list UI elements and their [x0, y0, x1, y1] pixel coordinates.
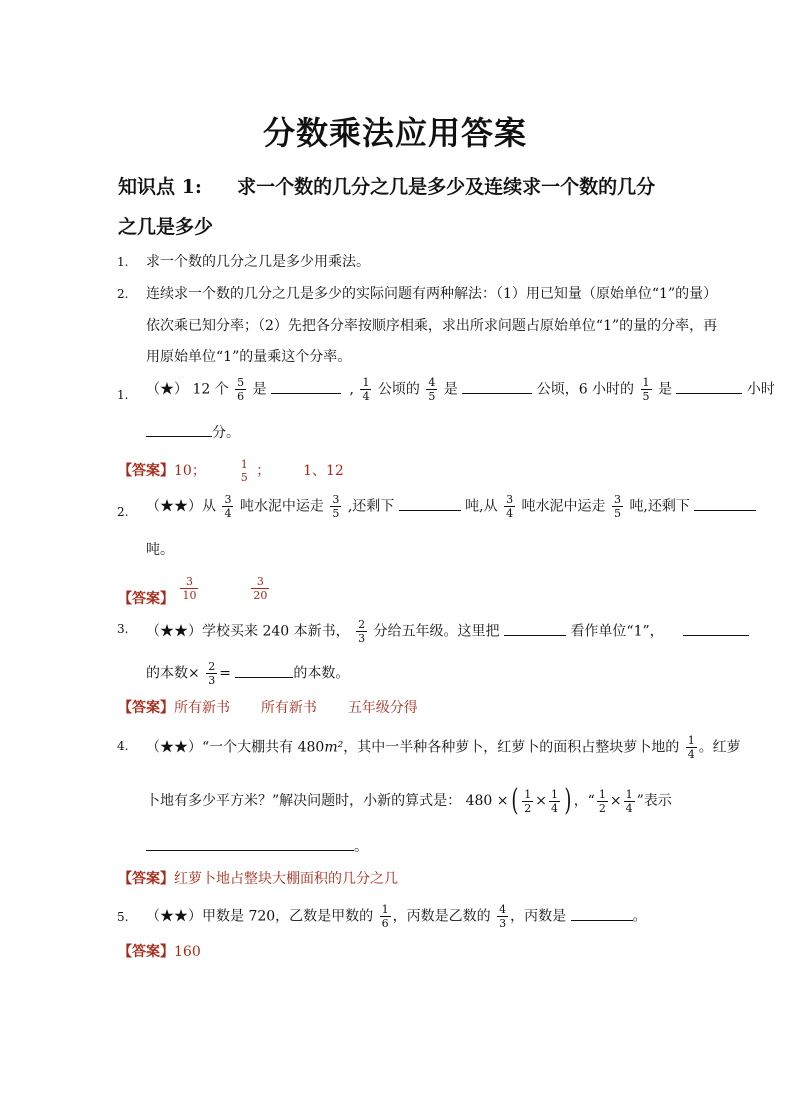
fraction: $\frac{2}{3}$: [208, 660, 216, 687]
page-title: 分数乘法应用答案: [262, 114, 527, 152]
fraction: $\frac{3}{5}$: [332, 493, 340, 520]
answer-text: 五年级分得: [347, 700, 418, 716]
fraction: $\frac{2}{3}$: [358, 618, 366, 645]
text: 吨,从: [465, 498, 498, 515]
answer-text: 所有新书: [260, 700, 317, 716]
answer-text: 10；: [174, 463, 206, 479]
difficulty-stars: （★★）: [146, 739, 202, 756]
answer-tag: 【答案】: [118, 463, 174, 479]
answer-text: 160: [174, 944, 201, 960]
text: ，其中一半种各种萝卜，红萝卜的面积占整块萝卜地的: [343, 739, 680, 756]
text: 吨,还剩下: [629, 498, 690, 515]
question-4-line3: [146, 836, 368, 857]
question-5-line1: [146, 903, 647, 930]
answer-blank[interactable]: [676, 379, 742, 394]
text: 是: [443, 381, 458, 398]
fraction: $\frac{1}{2}$: [598, 787, 606, 815]
text: 。: [632, 908, 647, 925]
operator: ×: [609, 793, 622, 809]
text: 。红萝: [698, 739, 741, 756]
text: “一个大棚共有 480: [202, 739, 325, 756]
expression: 480 ×: [465, 793, 509, 809]
section-label: 知识点 1:: [118, 176, 202, 198]
answer-blank[interactable]: [504, 621, 566, 636]
text: 的本数。: [293, 665, 350, 682]
section-heading: [118, 172, 655, 199]
text: ，“: [573, 793, 595, 809]
answer-text: 红萝卜地占整块大棚面积的几分之几: [174, 871, 398, 887]
question-number: 2.: [117, 505, 129, 519]
difficulty-stars: （★★）: [146, 908, 202, 925]
section-text-line1: 求一个数的几分之几是多少及连续求一个数的几分: [237, 176, 656, 198]
text: 。: [354, 839, 368, 855]
note-number: 1.: [117, 255, 129, 269]
text: ”表示: [636, 793, 672, 809]
text: 吨水泥中运走: [239, 498, 324, 515]
answer-5: [118, 942, 201, 962]
answer-fraction: 1 5: [240, 458, 248, 484]
unit: m²: [324, 739, 344, 756]
fraction: $\frac{1}{4}$: [687, 734, 695, 761]
note-text: 依次乘已知分率；（2）先把各分率按顺序相乘，求出所求问题占原始单位“1”的量的分率，再: [146, 318, 718, 334]
text: ，丙数是乙数的: [392, 908, 491, 925]
question-number: 4.: [117, 739, 129, 753]
fraction: $\frac{4}{5}$: [428, 376, 436, 403]
question-1-line2: [146, 422, 240, 443]
fraction: $\frac{3}{4}$: [224, 493, 232, 520]
difficulty-stars: （★★）: [146, 623, 202, 640]
section-heading-cont: 之几是多少: [118, 216, 214, 238]
fraction: $\frac{1}{4}$: [625, 787, 633, 815]
text: 公顷的: [377, 381, 420, 398]
note-text: 用原始单位“1”的量乘这个分率。: [146, 349, 352, 365]
answer-4: [118, 869, 398, 889]
paren-left: (: [510, 783, 518, 818]
answer-fraction: $\frac{3}{10}$: [182, 575, 197, 602]
note-text: 连续求一个数的几分之几是多少的实际问题有两种解法：（1）用已知量（原始单位“1”的量）: [146, 286, 718, 302]
fraction: $\frac{5}{6}$: [237, 376, 245, 403]
fraction: $\frac{1}{4}$: [550, 787, 558, 815]
question-3-line2: [146, 660, 349, 687]
text: 从: [202, 498, 216, 515]
text: =: [219, 665, 231, 682]
text: 的本数×: [146, 665, 200, 682]
answer-blank[interactable]: [462, 379, 532, 394]
text: 甲数是 720，乙数是甲数的: [202, 908, 374, 925]
operator: ×: [535, 793, 547, 809]
question-number: 5.: [117, 910, 129, 924]
answer-blank[interactable]: [683, 621, 749, 636]
answer-blank[interactable]: [571, 906, 633, 921]
text: ,还剩下: [347, 498, 395, 515]
answer-text: 所有新书: [174, 700, 230, 716]
answer-text: ；: [256, 463, 271, 479]
answer-blank[interactable]: [235, 663, 293, 678]
fraction: $\frac{1}{6}$: [381, 903, 389, 930]
fraction: $\frac{3}{5}$: [613, 493, 621, 520]
answer-2: [118, 575, 271, 607]
question-2-line2: 吨。: [146, 542, 174, 558]
answer-1: [118, 458, 344, 484]
note-number: 2.: [117, 287, 129, 301]
text: 公顷，6 小时的: [536, 381, 635, 398]
text: 分给五年级。这里把: [373, 623, 500, 640]
note-text: 求一个数的几分之几是多少用乘法。: [146, 254, 370, 270]
text: 小时: [746, 381, 775, 398]
answer-tag: 【答案】: [118, 871, 174, 887]
text: 是: [657, 381, 672, 398]
answer-3: [118, 698, 418, 718]
answer-text: 1、12: [303, 463, 344, 479]
fraction: $\frac{4}{3}$: [499, 903, 507, 930]
difficulty-stars: （★★）: [146, 498, 202, 515]
question-3-line1: [146, 618, 749, 645]
text: 分。: [212, 425, 240, 441]
text: 吨水泥中运走: [521, 498, 606, 515]
answer-blank[interactable]: [399, 496, 461, 511]
text: 卜地有多少平方米？”解决问题时，小新的算式是：: [146, 793, 462, 809]
question-2-line1: [146, 493, 756, 520]
question-4-line2: [146, 783, 672, 818]
question-4-line1: [146, 734, 741, 761]
fraction: $\frac{1}{2}$: [524, 787, 532, 815]
answer-blank[interactable]: [146, 422, 212, 437]
question-number: 1.: [117, 388, 129, 402]
text: 看作单位“1”，: [570, 623, 664, 640]
answer-tag: 【答案】: [118, 944, 174, 960]
fraction: $\frac{3}{4}$: [506, 493, 514, 520]
difficulty-stars: （★）: [146, 381, 188, 398]
answer-blank[interactable]: [694, 496, 756, 511]
answer-tag: 【答案】: [118, 700, 174, 716]
question-number: 3.: [117, 622, 129, 636]
question-1-line1: （★） 12 个 $\frac{5}{6}$ 是 , $\frac{1}{4}$ 公顷的 $\frac{4}{5}$ 是 公顷，6 小时的 $\frac{1}{5}$ 是 小时: [146, 376, 775, 403]
text: 学校买来 240 本新书，: [202, 623, 350, 640]
text: ，丙数是: [510, 908, 567, 925]
text: 12 个: [192, 381, 229, 398]
answer-blank[interactable]: [271, 379, 341, 394]
answer-tag: 【答案】: [118, 590, 174, 607]
answer-blank[interactable]: [146, 836, 354, 851]
text: 是: [252, 381, 267, 398]
fraction: $\frac{1}{4}$: [362, 376, 370, 403]
fraction: $\frac{1}{5}$: [642, 376, 650, 403]
answer-fraction: $\frac{3}{20}$: [253, 575, 268, 602]
paren-right: ): [564, 783, 572, 818]
